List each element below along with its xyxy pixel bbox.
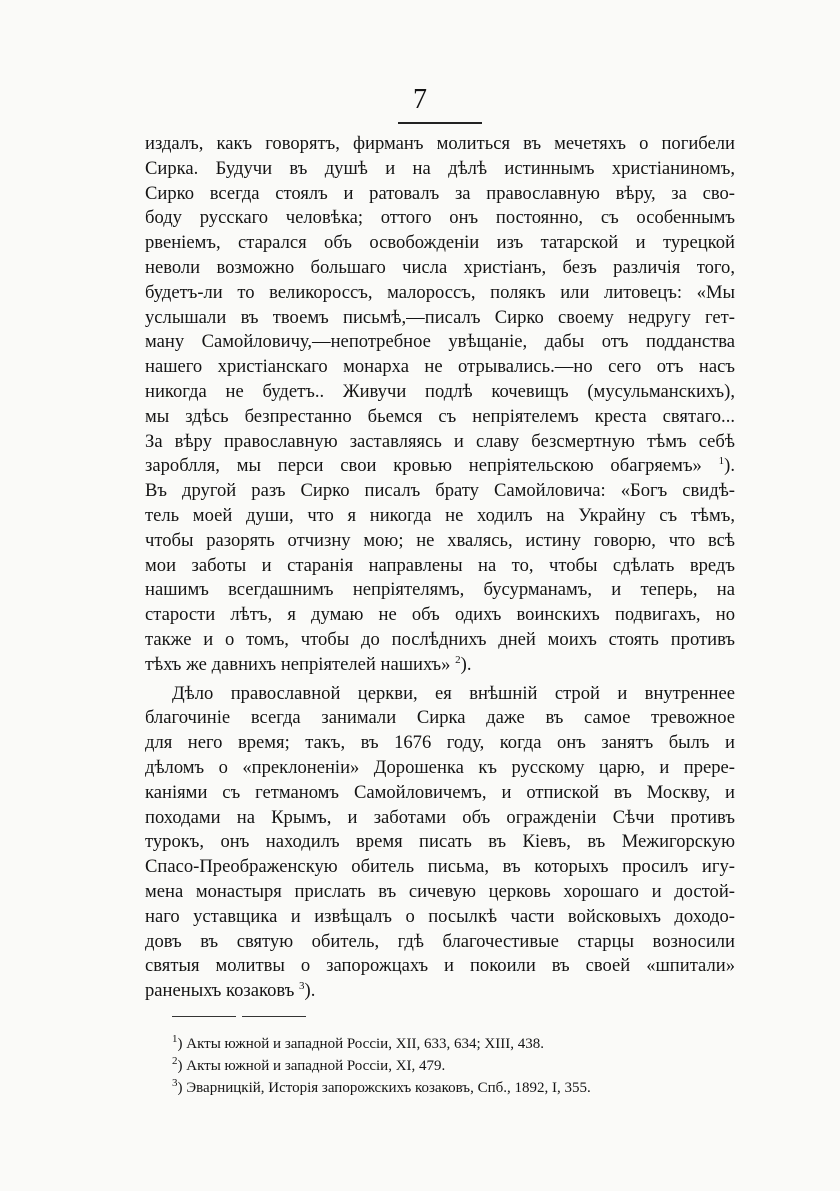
footnote-mark: 1	[172, 1033, 178, 1045]
footnote-text: Акты южной и западной Россіи, XI, 479.	[186, 1058, 446, 1074]
footnote-rule	[172, 1016, 236, 1017]
line-text: Сирко всегда стоялъ и ратовалъ за православную вѣру, за сво-	[145, 182, 735, 204]
line-text: будетъ-ли то великороссъ, малороссъ, полякъ или литовецъ: «Мы	[145, 281, 735, 303]
text-line	[145, 979, 735, 1004]
line-text: для него время; такъ, въ 1676 году, когда онъ занятъ былъ и	[145, 732, 735, 754]
line-text: чтобы разорять отчизну мою; не хвалясь, истину говорю, что всѣ	[145, 529, 735, 551]
line-text: также и о томъ, чтобы до послѣднихъ дней моихъ стоять противъ	[145, 628, 735, 650]
line-text: Въ другой разъ Сирко писалъ брату Самойловича: «Богъ свидѣ-	[145, 480, 735, 502]
footnote-reference: 1	[718, 455, 725, 468]
text-line	[145, 479, 735, 504]
footnote-text: Акты южной и западной Россіи, XII, 633, 634; XIII, 438.	[186, 1036, 545, 1052]
text-line	[145, 306, 735, 331]
footnote-reference: 2	[455, 653, 461, 666]
text-line	[145, 628, 735, 653]
paragraph-1	[145, 132, 735, 678]
line-text: тѣхъ же давнихъ непріятелей нашихъ»	[145, 653, 451, 675]
line-text: тель моей души, что я никогда не ходилъ на Украйну съ тѣмъ,	[145, 504, 735, 526]
footnote: $^2$) Акты южной и западной Россіи, XI, 479.	[172, 1055, 446, 1074]
footnote-rule	[242, 1016, 306, 1017]
text-line	[145, 653, 735, 678]
line-tail: ).	[724, 455, 735, 477]
line-text: благочиніе всегда занимали Сирка даже въ самое тревожное	[145, 707, 735, 729]
text-line	[145, 880, 735, 905]
text-line	[145, 529, 735, 554]
text-line	[145, 206, 735, 231]
text-line	[145, 930, 735, 955]
text-line	[145, 954, 735, 979]
line-text: Сирка. Будучи въ душѣ и на дѣлѣ истиннымъ христіаниномъ,	[145, 157, 735, 179]
line-text: неволи возможно большаго числа христіанъ, безъ различія того,	[145, 256, 735, 278]
line-text: старости лѣтъ, я думаю не объ одихъ воинскихъ подвигахъ, но	[145, 604, 735, 626]
line-text: услышали въ твоемъ письмѣ,—писалъ Сирко своему недругу гет-	[145, 306, 735, 328]
footnote-text: Эварницкій, Исторія запорожскихъ козаковъ, Спб., 1892, I, 355.	[186, 1080, 591, 1096]
line-text: дѣломъ о «преклоненіи» Дорошенка къ русскому царю, и прере-	[145, 756, 735, 778]
line-text: мы здѣсь безпрестанно бьемся съ непріятелемъ креста святаго...	[145, 405, 735, 427]
text-line	[145, 182, 735, 207]
footnote-reference: 3	[299, 979, 305, 992]
text-line	[145, 256, 735, 281]
line-text: мои заботы и старанія направлены на то, чтобы сдѣлать вредъ	[145, 554, 735, 576]
page-number-rule	[398, 122, 482, 124]
line-text: Спасо-Преображенскую обитель письма, въ которыхъ просилъ игу-	[145, 856, 735, 878]
text-line	[145, 231, 735, 256]
text-line	[145, 682, 735, 707]
text-line	[145, 830, 735, 855]
text-line	[145, 806, 735, 831]
footnote: $^1$) Акты южной и западной Россіи, XII, 633, 634; XIII, 438.	[172, 1033, 545, 1052]
line-text: турокъ, онъ находилъ время писать въ Кіевъ, въ Межигорскую	[145, 831, 735, 853]
line-text: рвеніемъ, старался объ освобожденіи изъ татарской и турецкой	[145, 232, 735, 254]
text-line	[145, 405, 735, 430]
text-line	[145, 504, 735, 529]
text-line	[145, 157, 735, 182]
line-tail: ).	[304, 980, 316, 1002]
text-line	[145, 330, 735, 355]
line-text: походами на Крымъ, и заботами объ огражденіи Сѣчи противъ	[145, 806, 735, 828]
text-line	[145, 905, 735, 930]
footnote: $^3$) Эварницкій, Исторія запорожскихъ козаковъ, Спб., 1892, I, 355.	[172, 1077, 591, 1096]
line-text: мена монастыря прислать въ сичевую церковь хорошаго и достой-	[145, 880, 735, 902]
line-text: ману Самойловичу,—непотребное увѣщаніе, дабы отъ подданства	[145, 331, 735, 353]
text-line	[145, 578, 735, 603]
line-text: зароблля, мы перси свои кровью непріятельскою обагряемъ»	[145, 455, 702, 477]
line-text: издалъ, какъ говорятъ, фирманъ молиться въ мечетяхъ о погибели	[145, 133, 735, 154]
text-line	[145, 855, 735, 880]
line-text: боду русскаго человѣка; оттого онъ постоянно, съ особеннымъ	[145, 207, 735, 229]
text-line	[145, 731, 735, 756]
body-text	[145, 132, 735, 1004]
line-text: Дѣло православной церкви, ея внѣшній строй и внутреннее	[172, 682, 735, 704]
text-line	[145, 380, 735, 405]
line-text: нашимъ всегдашнимъ непріятелямъ, бусурманамъ, и теперь, на	[145, 579, 735, 601]
text-line	[145, 756, 735, 781]
footnote-mark: 2	[172, 1055, 178, 1067]
paragraph-2	[145, 682, 735, 1004]
line-text: никогда не будетъ.. Живучи подлѣ кочевищъ (мусульманскихъ),	[145, 380, 735, 402]
page-number: 7	[413, 84, 427, 115]
footnote-mark: 3	[172, 1077, 178, 1089]
line-text: каніями съ гетманомъ Самойловичемъ, и отпиской въ Москву, и	[145, 781, 735, 803]
text-line	[145, 603, 735, 628]
footnotes	[172, 1033, 591, 1099]
text-line	[145, 281, 735, 306]
text-line	[145, 132, 735, 157]
text-line	[145, 430, 735, 455]
line-text: нашего христіанскаго монарха не отрывались.—но сего отъ насъ	[145, 356, 735, 378]
line-text: святыя молитвы о запорожцахъ и покоили въ своей «шпитали»	[145, 955, 735, 977]
line-text: наго уставщика и извѣщалъ о посылкѣ части войсковыхъ доходо-	[145, 905, 735, 927]
text-line	[145, 781, 735, 806]
text-line	[145, 706, 735, 731]
text-line	[145, 454, 735, 479]
line-text: За вѣру православную заставляясь и славу безсмертную тѣмъ себѣ	[145, 430, 735, 452]
text-line	[145, 554, 735, 579]
line-tail: ).	[460, 653, 472, 675]
line-text: раненыхъ козаковъ	[145, 980, 295, 1002]
line-text: довъ въ святую обитель, гдѣ благочестивые старцы возносили	[145, 930, 735, 952]
text-line	[145, 355, 735, 380]
